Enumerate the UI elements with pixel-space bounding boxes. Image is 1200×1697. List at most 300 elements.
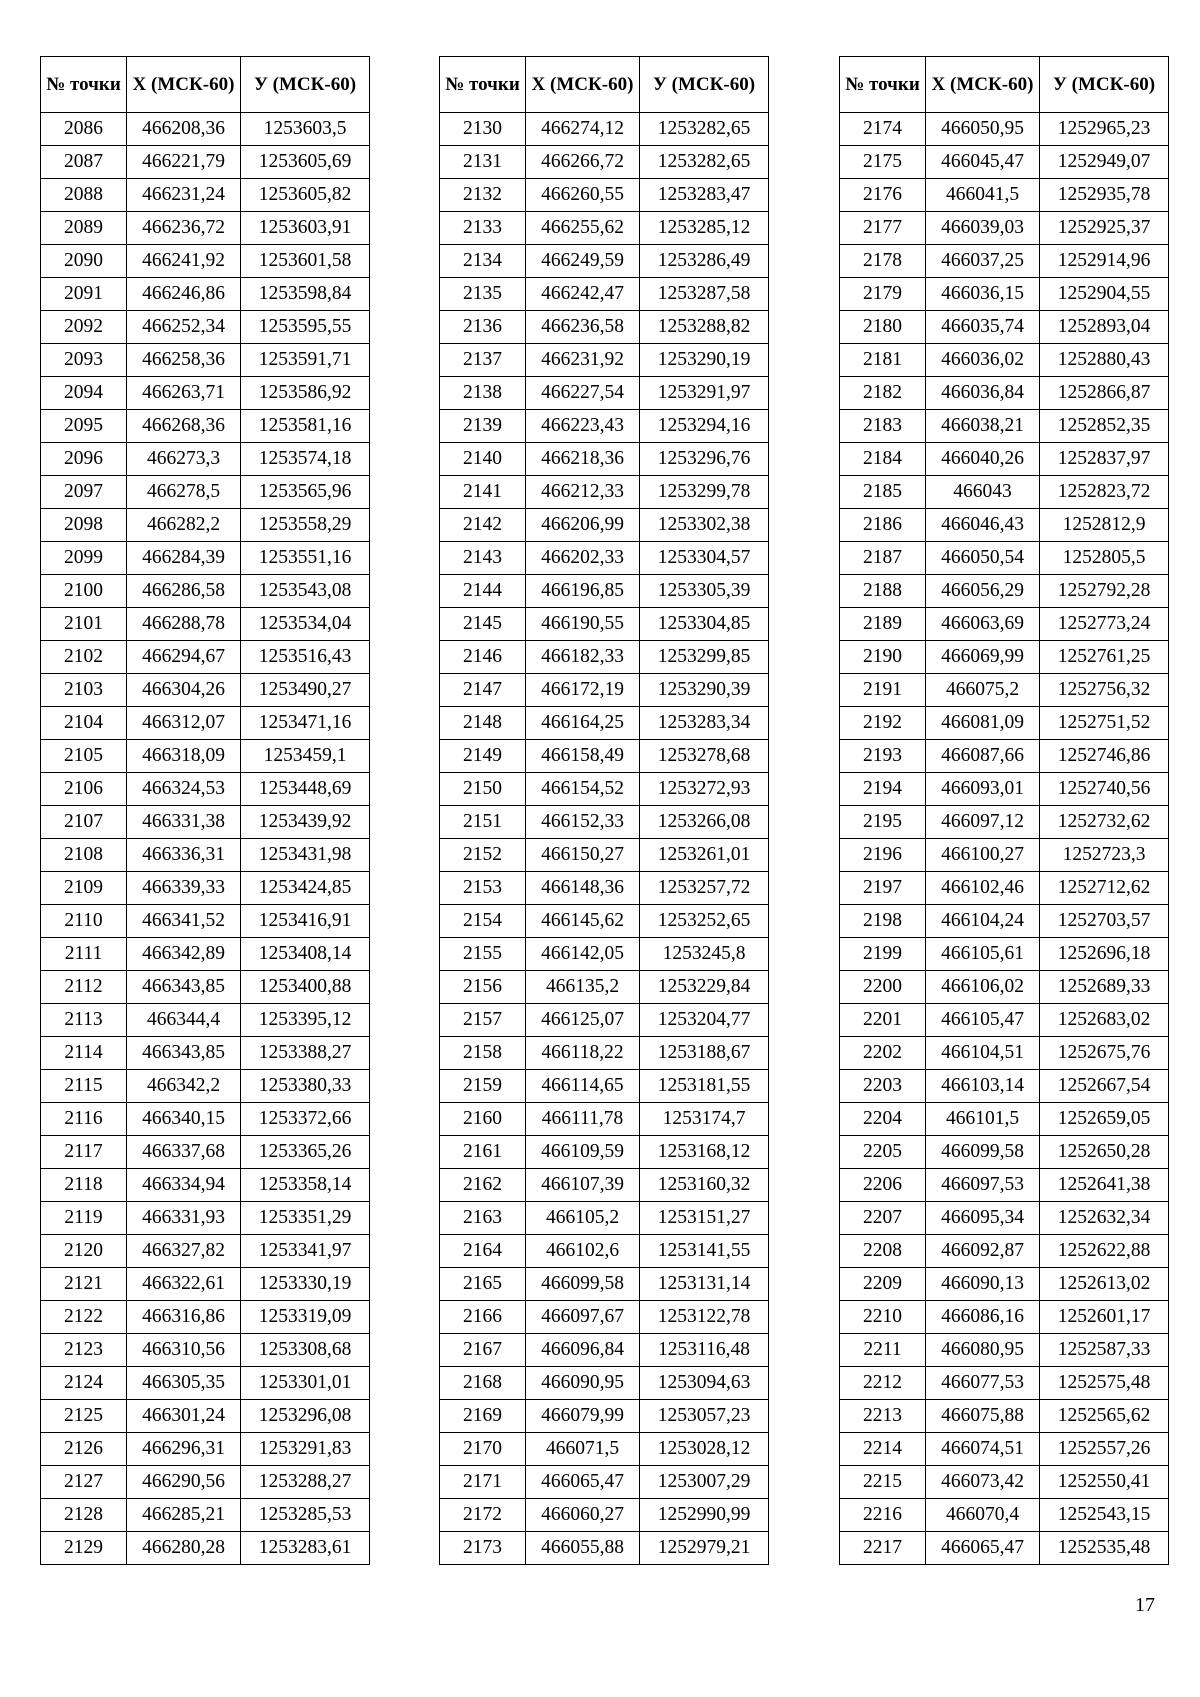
- table-row: [840, 1499, 1169, 1532]
- y-coordinate-cell: 1253351,29: [241, 1202, 370, 1235]
- x-coordinate-cell: 466285,21: [127, 1499, 241, 1532]
- x-coordinate-cell: 466231,92: [526, 344, 640, 377]
- y-coordinate-cell: 1253160,32: [640, 1169, 769, 1202]
- x-coordinate-cell: 466206,99: [526, 509, 640, 542]
- x-coordinate-cell: 466077,53: [926, 1367, 1040, 1400]
- table-row: [840, 1169, 1169, 1202]
- table-row: [840, 1532, 1169, 1565]
- point-number-cell: 2153: [440, 872, 526, 905]
- point-number-cell: 2155: [440, 938, 526, 971]
- table-row: [840, 1367, 1169, 1400]
- y-coordinate-cell: 1253558,29: [241, 509, 370, 542]
- x-coordinate-cell: 466105,2: [526, 1202, 640, 1235]
- point-number-cell: 2114: [41, 1037, 127, 1070]
- point-number-cell: 2190: [840, 641, 926, 674]
- x-coordinate-cell: 466312,07: [127, 707, 241, 740]
- table-header-row: [840, 57, 1169, 113]
- y-coordinate-cell: 1253261,01: [640, 839, 769, 872]
- point-number-header: № точки: [440, 57, 526, 113]
- x-coordinate-header: X (МСК-60): [526, 57, 640, 113]
- table-row: [840, 1004, 1169, 1037]
- point-number-cell: 2163: [440, 1202, 526, 1235]
- y-coordinate-cell: 1253122,78: [640, 1301, 769, 1334]
- y-coordinate-cell: 1253308,68: [241, 1334, 370, 1367]
- x-coordinate-cell: 466081,09: [926, 707, 1040, 740]
- y-coordinate-cell: 1252990,99: [640, 1499, 769, 1532]
- table-row: [440, 245, 769, 278]
- y-coordinate-cell: 1253272,93: [640, 773, 769, 806]
- x-coordinate-cell: 466331,38: [127, 806, 241, 839]
- y-coordinate-cell: 1253168,12: [640, 1136, 769, 1169]
- table-row: [440, 905, 769, 938]
- y-coordinate-cell: 1252696,18: [1040, 938, 1169, 971]
- x-coordinate-cell: 466246,86: [127, 278, 241, 311]
- table-row: [41, 1169, 370, 1202]
- table-row: [840, 1037, 1169, 1070]
- x-coordinate-cell: 466339,33: [127, 872, 241, 905]
- point-number-cell: 2101: [41, 608, 127, 641]
- point-number-cell: 2164: [440, 1235, 526, 1268]
- point-number-cell: 2088: [41, 179, 127, 212]
- point-number-cell: 2107: [41, 806, 127, 839]
- x-coordinate-cell: 466065,47: [926, 1532, 1040, 1565]
- y-coordinate-cell: 1252535,48: [1040, 1532, 1169, 1565]
- x-coordinate-header: X (МСК-60): [926, 57, 1040, 113]
- x-coordinate-cell: 466090,13: [926, 1268, 1040, 1301]
- x-coordinate-cell: 466344,4: [127, 1004, 241, 1037]
- point-number-cell: 2123: [41, 1334, 127, 1367]
- point-number-cell: 2087: [41, 146, 127, 179]
- point-number-cell: 2111: [41, 938, 127, 971]
- x-coordinate-cell: 466305,35: [127, 1367, 241, 1400]
- x-coordinate-cell: 466236,58: [526, 311, 640, 344]
- y-coordinate-cell: 1252587,33: [1040, 1334, 1169, 1367]
- table-row: [41, 1334, 370, 1367]
- table-row: [41, 773, 370, 806]
- x-coordinate-cell: 466101,5: [926, 1103, 1040, 1136]
- y-coordinate-cell: 1253372,66: [241, 1103, 370, 1136]
- table-row: [840, 938, 1169, 971]
- x-coordinate-cell: 466148,36: [526, 872, 640, 905]
- table-row: [41, 377, 370, 410]
- table-row: [840, 278, 1169, 311]
- table-row: [41, 1367, 370, 1400]
- point-number-cell: 2117: [41, 1136, 127, 1169]
- table-row: [41, 1499, 370, 1532]
- y-coordinate-cell: 1252792,28: [1040, 575, 1169, 608]
- x-coordinate-cell: 466296,31: [127, 1433, 241, 1466]
- point-number-cell: 2199: [840, 938, 926, 971]
- x-coordinate-cell: 466060,27: [526, 1499, 640, 1532]
- table-row: [440, 1301, 769, 1334]
- x-coordinate-cell: 466040,26: [926, 443, 1040, 476]
- x-coordinate-cell: 466310,56: [127, 1334, 241, 1367]
- table-row: [41, 740, 370, 773]
- table-row: [41, 938, 370, 971]
- y-coordinate-cell: 1253286,49: [640, 245, 769, 278]
- x-coordinate-cell: 466260,55: [526, 179, 640, 212]
- point-number-cell: 2176: [840, 179, 926, 212]
- point-number-cell: 2105: [41, 740, 127, 773]
- point-number-cell: 2151: [440, 806, 526, 839]
- table-row: [840, 674, 1169, 707]
- y-coordinate-cell: 1253283,34: [640, 707, 769, 740]
- y-coordinate-cell: 1253341,97: [241, 1235, 370, 1268]
- point-number-cell: 2144: [440, 575, 526, 608]
- table-row: [41, 1070, 370, 1103]
- y-coordinate-cell: 1253283,61: [241, 1532, 370, 1565]
- point-number-cell: 2120: [41, 1235, 127, 1268]
- table-row: [840, 1136, 1169, 1169]
- x-coordinate-cell: 466242,47: [526, 278, 640, 311]
- point-number-cell: 2196: [840, 839, 926, 872]
- point-number-cell: 2137: [440, 344, 526, 377]
- x-coordinate-cell: 466252,34: [127, 311, 241, 344]
- table-row: [440, 938, 769, 971]
- point-number-cell: 2094: [41, 377, 127, 410]
- x-coordinate-cell: 466037,25: [926, 245, 1040, 278]
- point-number-cell: 2171: [440, 1466, 526, 1499]
- table-row: [440, 773, 769, 806]
- x-coordinate-cell: 466105,47: [926, 1004, 1040, 1037]
- table-row: [840, 1301, 1169, 1334]
- x-coordinate-cell: 466099,58: [526, 1268, 640, 1301]
- x-coordinate-cell: 466231,24: [127, 179, 241, 212]
- y-coordinate-cell: 1252761,25: [1040, 641, 1169, 674]
- table-row: [440, 1334, 769, 1367]
- x-coordinate-cell: 466182,33: [526, 641, 640, 674]
- table-row: [840, 377, 1169, 410]
- x-coordinate-cell: 466221,79: [127, 146, 241, 179]
- x-coordinate-cell: 466278,5: [127, 476, 241, 509]
- point-number-cell: 2136: [440, 311, 526, 344]
- y-coordinate-cell: 1252837,97: [1040, 443, 1169, 476]
- y-coordinate-cell: 1252914,96: [1040, 245, 1169, 278]
- table-row: [440, 1433, 769, 1466]
- table-row: [41, 509, 370, 542]
- coordinate-table-2: [439, 56, 769, 1565]
- y-coordinate-cell: 1252667,54: [1040, 1070, 1169, 1103]
- y-coordinate-cell: 1253282,65: [640, 113, 769, 146]
- y-coordinate-cell: 1253229,84: [640, 971, 769, 1004]
- x-coordinate-cell: 466071,5: [526, 1433, 640, 1466]
- y-coordinate-cell: 1252812,9: [1040, 509, 1169, 542]
- point-number-cell: 2213: [840, 1400, 926, 1433]
- x-coordinate-cell: 466255,62: [526, 212, 640, 245]
- point-number-cell: 2187: [840, 542, 926, 575]
- table-row: [41, 1103, 370, 1136]
- x-coordinate-cell: 466150,27: [526, 839, 640, 872]
- table-row: [41, 311, 370, 344]
- y-coordinate-cell: 1253299,85: [640, 641, 769, 674]
- point-number-cell: 2170: [440, 1433, 526, 1466]
- point-number-cell: 2128: [41, 1499, 127, 1532]
- x-coordinate-cell: 466104,24: [926, 905, 1040, 938]
- x-coordinate-cell: 466343,85: [127, 971, 241, 1004]
- y-coordinate-cell: 1252575,48: [1040, 1367, 1169, 1400]
- table-row: [840, 1268, 1169, 1301]
- table-row: [840, 1103, 1169, 1136]
- table-row: [440, 1004, 769, 1037]
- y-coordinate-cell: 1253534,04: [241, 608, 370, 641]
- x-coordinate-cell: 466041,5: [926, 179, 1040, 212]
- y-coordinate-cell: 1252746,86: [1040, 740, 1169, 773]
- x-coordinate-cell: 466039,03: [926, 212, 1040, 245]
- y-coordinate-cell: 1252632,34: [1040, 1202, 1169, 1235]
- x-coordinate-cell: 466070,4: [926, 1499, 1040, 1532]
- point-number-cell: 2097: [41, 476, 127, 509]
- x-coordinate-cell: 466154,52: [526, 773, 640, 806]
- point-number-cell: 2113: [41, 1004, 127, 1037]
- point-number-cell: 2174: [840, 113, 926, 146]
- y-coordinate-cell: 1253174,7: [640, 1103, 769, 1136]
- y-coordinate-cell: 1253290,19: [640, 344, 769, 377]
- y-coordinate-cell: 1253448,69: [241, 773, 370, 806]
- x-coordinate-cell: 466103,14: [926, 1070, 1040, 1103]
- x-coordinate-cell: 466331,93: [127, 1202, 241, 1235]
- table-row: [41, 905, 370, 938]
- y-coordinate-cell: 1253131,14: [640, 1268, 769, 1301]
- table-row: [41, 344, 370, 377]
- x-coordinate-cell: 466043: [926, 476, 1040, 509]
- x-coordinate-cell: 466102,6: [526, 1235, 640, 1268]
- table-row: [41, 1004, 370, 1037]
- x-coordinate-cell: 466290,56: [127, 1466, 241, 1499]
- table-row: [840, 1235, 1169, 1268]
- x-coordinate-cell: 466069,99: [926, 641, 1040, 674]
- point-number-cell: 2184: [840, 443, 926, 476]
- x-coordinate-cell: 466282,2: [127, 509, 241, 542]
- point-number-cell: 2182: [840, 377, 926, 410]
- y-coordinate-cell: 1253595,55: [241, 311, 370, 344]
- point-number-cell: 2110: [41, 905, 127, 938]
- point-number-cell: 2106: [41, 773, 127, 806]
- x-coordinate-cell: 466212,33: [526, 476, 640, 509]
- y-coordinate-cell: 1253591,71: [241, 344, 370, 377]
- table-row: [440, 608, 769, 641]
- y-coordinate-cell: 1253302,38: [640, 509, 769, 542]
- x-coordinate-cell: 466266,72: [526, 146, 640, 179]
- point-number-cell: 2181: [840, 344, 926, 377]
- y-coordinate-cell: 1253605,82: [241, 179, 370, 212]
- point-number-cell: 2132: [440, 179, 526, 212]
- point-number-cell: 2165: [440, 1268, 526, 1301]
- y-coordinate-cell: 1253266,08: [640, 806, 769, 839]
- y-coordinate-cell: 1252773,24: [1040, 608, 1169, 641]
- point-number-cell: 2185: [840, 476, 926, 509]
- table-row: [840, 806, 1169, 839]
- y-coordinate-cell: 1253380,33: [241, 1070, 370, 1103]
- table-row: [41, 839, 370, 872]
- table-row: [840, 1202, 1169, 1235]
- point-number-cell: 2086: [41, 113, 127, 146]
- point-number-cell: 2191: [840, 674, 926, 707]
- point-number-cell: 2162: [440, 1169, 526, 1202]
- x-coordinate-cell: 466190,55: [526, 608, 640, 641]
- y-coordinate-cell: 1253431,98: [241, 839, 370, 872]
- x-coordinate-cell: 466125,07: [526, 1004, 640, 1037]
- table-row: [41, 1037, 370, 1070]
- table-row: [840, 212, 1169, 245]
- table-row: [840, 872, 1169, 905]
- x-coordinate-cell: 466038,21: [926, 410, 1040, 443]
- x-coordinate-cell: 466105,61: [926, 938, 1040, 971]
- table-row: [840, 1070, 1169, 1103]
- point-number-cell: 2172: [440, 1499, 526, 1532]
- x-coordinate-cell: 466286,58: [127, 575, 241, 608]
- table-row: [840, 608, 1169, 641]
- x-coordinate-cell: 466111,78: [526, 1103, 640, 1136]
- point-number-cell: 2146: [440, 641, 526, 674]
- x-coordinate-cell: 466223,43: [526, 410, 640, 443]
- point-number-cell: 2169: [440, 1400, 526, 1433]
- x-coordinate-cell: 466164,25: [526, 707, 640, 740]
- page-number: 17: [1135, 1594, 1155, 1616]
- point-number-cell: 2179: [840, 278, 926, 311]
- y-coordinate-cell: 1253301,01: [241, 1367, 370, 1400]
- table-row: [440, 278, 769, 311]
- x-coordinate-cell: 466145,62: [526, 905, 640, 938]
- y-coordinate-cell: 1253551,16: [241, 542, 370, 575]
- y-coordinate-cell: 1252949,07: [1040, 146, 1169, 179]
- x-coordinate-cell: 466046,43: [926, 509, 1040, 542]
- table-row: [41, 1268, 370, 1301]
- table-row: [41, 674, 370, 707]
- table-row: [840, 773, 1169, 806]
- table-row: [440, 542, 769, 575]
- table-row: [440, 839, 769, 872]
- x-coordinate-cell: 466075,88: [926, 1400, 1040, 1433]
- x-coordinate-cell: 466301,24: [127, 1400, 241, 1433]
- point-number-cell: 2148: [440, 707, 526, 740]
- y-coordinate-cell: 1253141,55: [640, 1235, 769, 1268]
- y-coordinate-cell: 1252550,41: [1040, 1466, 1169, 1499]
- table-row: [41, 476, 370, 509]
- x-coordinate-cell: 466258,36: [127, 344, 241, 377]
- table-row: [840, 476, 1169, 509]
- y-coordinate-cell: 1253490,27: [241, 674, 370, 707]
- point-number-cell: 2109: [41, 872, 127, 905]
- table-row: [440, 146, 769, 179]
- x-coordinate-cell: 466100,27: [926, 839, 1040, 872]
- y-coordinate-cell: 1252925,37: [1040, 212, 1169, 245]
- point-number-cell: 2095: [41, 410, 127, 443]
- y-coordinate-cell: 1253601,58: [241, 245, 370, 278]
- point-number-cell: 2145: [440, 608, 526, 641]
- x-coordinate-cell: 466341,52: [127, 905, 241, 938]
- y-coordinate-cell: 1252965,23: [1040, 113, 1169, 146]
- x-coordinate-cell: 466135,2: [526, 971, 640, 1004]
- x-coordinate-cell: 466050,54: [926, 542, 1040, 575]
- y-coordinate-cell: 1252659,05: [1040, 1103, 1169, 1136]
- x-coordinate-cell: 466241,92: [127, 245, 241, 278]
- table-row: [440, 509, 769, 542]
- y-coordinate-cell: 1252712,62: [1040, 872, 1169, 905]
- x-coordinate-cell: 466097,53: [926, 1169, 1040, 1202]
- point-number-cell: 2124: [41, 1367, 127, 1400]
- table-row: [440, 410, 769, 443]
- x-coordinate-cell: 466107,39: [526, 1169, 640, 1202]
- point-number-header: № точки: [840, 57, 926, 113]
- coordinate-table-1: [40, 56, 370, 1565]
- x-coordinate-cell: 466097,67: [526, 1301, 640, 1334]
- point-number-cell: 2210: [840, 1301, 926, 1334]
- table-row: [440, 443, 769, 476]
- table-row: [440, 1466, 769, 1499]
- point-number-cell: 2142: [440, 509, 526, 542]
- point-number-cell: 2116: [41, 1103, 127, 1136]
- table-row: [440, 113, 769, 146]
- x-coordinate-cell: 466095,34: [926, 1202, 1040, 1235]
- x-coordinate-cell: 466075,2: [926, 674, 1040, 707]
- table-row: [840, 245, 1169, 278]
- point-number-cell: 2130: [440, 113, 526, 146]
- table-row: [440, 872, 769, 905]
- x-coordinate-cell: 466055,88: [526, 1532, 640, 1565]
- point-number-cell: 2217: [840, 1532, 926, 1565]
- y-coordinate-cell: 1253257,72: [640, 872, 769, 905]
- point-number-cell: 2209: [840, 1268, 926, 1301]
- y-coordinate-cell: 1252751,52: [1040, 707, 1169, 740]
- point-number-cell: 2122: [41, 1301, 127, 1334]
- x-coordinate-cell: 466273,3: [127, 443, 241, 476]
- table-header-row: [440, 57, 769, 113]
- table-row: [440, 1532, 769, 1565]
- x-coordinate-cell: 466263,71: [127, 377, 241, 410]
- x-coordinate-cell: 466152,33: [526, 806, 640, 839]
- table-row: [840, 740, 1169, 773]
- y-coordinate-cell: 1252641,38: [1040, 1169, 1169, 1202]
- y-coordinate-cell: 1253574,18: [241, 443, 370, 476]
- y-coordinate-cell: 1253290,39: [640, 674, 769, 707]
- table-row: [840, 575, 1169, 608]
- x-coordinate-cell: 466324,53: [127, 773, 241, 806]
- point-number-header: № точки: [41, 57, 127, 113]
- x-coordinate-cell: 466284,39: [127, 542, 241, 575]
- point-number-cell: 2129: [41, 1532, 127, 1565]
- point-number-cell: 2090: [41, 245, 127, 278]
- y-coordinate-cell: 1253094,63: [640, 1367, 769, 1400]
- x-coordinate-cell: 466080,95: [926, 1334, 1040, 1367]
- point-number-cell: 2091: [41, 278, 127, 311]
- y-coordinate-cell: 1252622,88: [1040, 1235, 1169, 1268]
- y-coordinate-header: У (МСК-60): [241, 57, 370, 113]
- x-coordinate-cell: 466073,42: [926, 1466, 1040, 1499]
- y-coordinate-cell: 1253408,14: [241, 938, 370, 971]
- point-number-cell: 2121: [41, 1268, 127, 1301]
- y-coordinate-cell: 1253287,58: [640, 278, 769, 311]
- x-coordinate-cell: 466280,28: [127, 1532, 241, 1565]
- table-row: [41, 707, 370, 740]
- point-number-cell: 2166: [440, 1301, 526, 1334]
- y-coordinate-cell: 1253188,67: [640, 1037, 769, 1070]
- y-coordinate-header: У (МСК-60): [1040, 57, 1169, 113]
- table-row: [840, 146, 1169, 179]
- table-row: [440, 179, 769, 212]
- y-coordinate-cell: 1253181,55: [640, 1070, 769, 1103]
- x-coordinate-cell: 466097,12: [926, 806, 1040, 839]
- y-coordinate-cell: 1253245,8: [640, 938, 769, 971]
- table-row: [840, 707, 1169, 740]
- y-coordinate-cell: 1253416,91: [241, 905, 370, 938]
- point-number-cell: 2152: [440, 839, 526, 872]
- point-number-cell: 2175: [840, 146, 926, 179]
- y-coordinate-cell: 1253543,08: [241, 575, 370, 608]
- table-row: [440, 971, 769, 1004]
- point-number-cell: 2143: [440, 542, 526, 575]
- y-coordinate-cell: 1253605,69: [241, 146, 370, 179]
- point-number-cell: 2208: [840, 1235, 926, 1268]
